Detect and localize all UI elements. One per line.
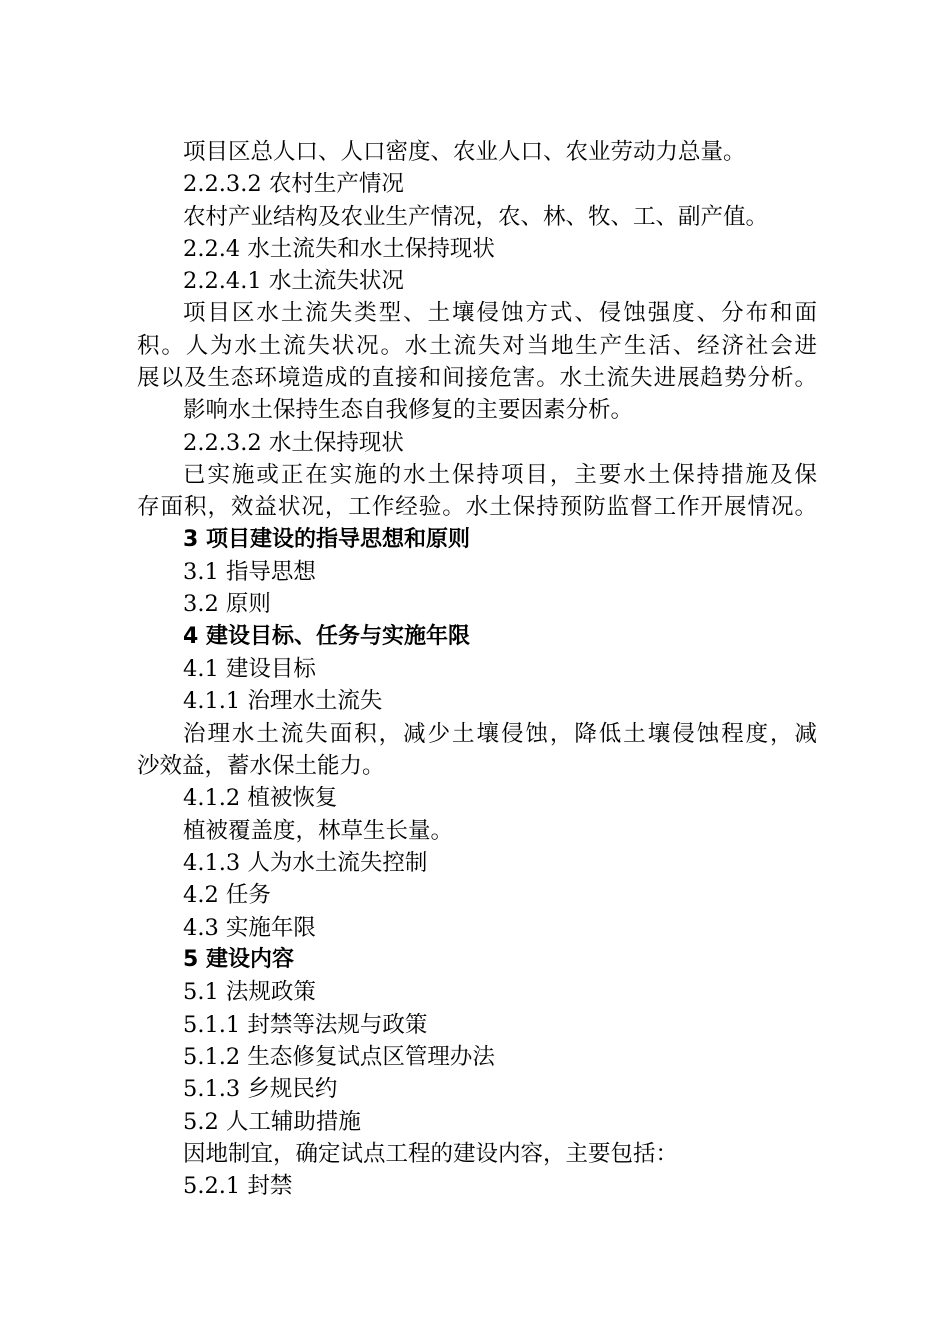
- section-heading-5-2: 5.2 人工辅助措施: [183, 1109, 361, 1135]
- section-heading-4-1-1: 4.1.1 治理水土流失: [183, 688, 383, 714]
- paragraph-erosion-line-1: 项目区水土流失类型、土壤侵蚀方式、侵蚀强度、分布和面: [183, 300, 817, 326]
- paragraph-implemented-line-2: 存面积，效益状况，工作经验。水土保持预防监督工作开展情况。: [137, 494, 817, 520]
- paragraph-control-line-1: 治理水土流失面积，减少土壤侵蚀，降低土壤侵蚀程度，减: [183, 721, 817, 747]
- section-heading-4-1: 4.1 建设目标: [183, 656, 316, 682]
- section-heading-2-2-4: 2.2.4 水土流失和水土保持现状: [183, 236, 495, 262]
- section-heading-5-1: 5.1 法规政策: [183, 979, 316, 1005]
- paragraph-rural-production: 农村产业结构及农业生产情况，农、林、牧、工、副产值。: [183, 204, 769, 230]
- section-heading-4-3: 4.3 实施年限: [183, 915, 316, 941]
- section-heading-4-1-2: 4.1.2 植被恢复: [183, 785, 338, 811]
- section-heading-conservation-status: 2.2.3.2 水土保持现状: [183, 430, 404, 456]
- paragraph-erosion-line-2: 积。人为水土流失状况。水土流失对当地生产生活、经济社会进: [137, 333, 817, 359]
- chapter-heading-5: 5 建设内容: [183, 947, 294, 972]
- paragraph-measures: 因地制宜，确定试点工程的建设内容，主要包括：: [183, 1141, 679, 1167]
- section-heading-5-1-1: 5.1.1 封禁等法规与政策: [183, 1012, 428, 1038]
- section-heading-2-2-3-2: 2.2.3.2 农村生产情况: [183, 171, 404, 197]
- section-heading-2-2-4-1: 2.2.4.1 水土流失状况: [183, 268, 404, 294]
- section-heading-4-1-3: 4.1.3 人为水土流失控制: [183, 850, 428, 876]
- section-heading-4-2: 4.2 任务: [183, 882, 271, 908]
- section-heading-5-1-3: 5.1.3 乡规民约: [183, 1076, 338, 1102]
- paragraph-erosion-line-3: 展以及生态环境造成的直接和间接危害。水土流失进展趋势分析。: [137, 365, 817, 391]
- section-heading-5-2-1: 5.2.1 封禁: [183, 1173, 293, 1199]
- paragraph-population: 项目区总人口、人口密度、农业人口、农业劳动力总量。: [183, 139, 746, 165]
- paragraph-control-line-2: 沙效益，蓄水保土能力。: [137, 753, 385, 779]
- section-heading-3-2: 3.2 原则: [183, 591, 271, 617]
- section-heading-5-1-2: 5.1.2 生态修复试点区管理办法: [183, 1044, 495, 1070]
- chapter-heading-3: 3 项目建设的指导思想和原则: [183, 527, 470, 552]
- section-heading-3-1: 3.1 指导思想: [183, 559, 316, 585]
- paragraph-factors: 影响水土保持生态自我修复的主要因素分析。: [183, 397, 634, 423]
- paragraph-implemented-line-1: 已实施或正在实施的水土保持项目，主要水土保持措施及保: [183, 462, 817, 488]
- paragraph-vegetation: 植被覆盖度，林草生长量。: [183, 818, 454, 844]
- chapter-heading-4: 4 建设目标、任务与实施年限: [183, 624, 470, 649]
